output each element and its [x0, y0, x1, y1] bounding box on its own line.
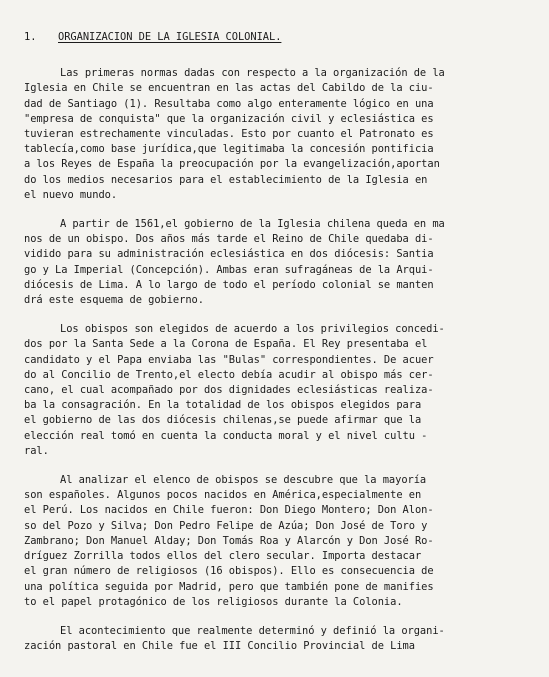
text-line: ba la consagración. En la totalidad de los obispos elegidos para [24, 399, 422, 412]
text-line: dríguez Zorrilla todos ellos del clero secular. Importa destacar [24, 550, 422, 563]
text-line: go y La Imperial (Concepción). Ambas eran sufragáneas de la Arqui- [24, 263, 434, 276]
text-line: una política seguida por Madrid, pero que también pone de manifies [24, 580, 434, 593]
text-line: dos por la Santa Sede a la Corona de España. El Rey presentaba el [24, 338, 428, 351]
section-heading [24, 30, 531, 45]
text-line: diócesis de Lima. A lo largo de todo el período colonial se manten [24, 278, 434, 291]
text-line: vidido para su administración eclesiástica en dos diócesis: Santia [24, 248, 434, 261]
text-line: el gobierno de las dos diócesis chilenas,se puede afirmar que la [24, 414, 422, 427]
text-line: nos de un obispo. Dos años más tarde el Reino de Chile quedaba di- [24, 233, 434, 246]
paragraph-1 [24, 66, 531, 203]
text-line: el nuevo mundo. [24, 188, 118, 201]
text-line: ral. [24, 444, 49, 457]
text-line: zación pastoral en Chile fue el III Concilio Provincial de Lima [24, 640, 415, 653]
text-line: elección real tomó en cuenta la conducta moral y el nivel cultu - [24, 429, 428, 442]
text-line: A partir de 1561,el gobierno de la Iglesia chilena queda en ma [60, 218, 445, 231]
paragraph-5 [24, 624, 531, 654]
text-line: Zambrano; Don Manuel Alday; Don Tomás Roa y Alarcón y Don José Ro- [24, 534, 434, 547]
paragraph-2 [24, 217, 531, 308]
text-line: el gran número de religiosos (16 obispos). Ello es consecuencia de [24, 565, 434, 578]
section-number: 1. [24, 31, 37, 43]
text-line: do los medios necesarios para el establecimiento de la Iglesia en [24, 173, 428, 186]
text-line: tablecía,como base jurídica,que legitimaba la concesión pontificia [24, 143, 434, 156]
text-line: cano, el cual acompañado por dos dignidades eclesiásticas realiza- [24, 384, 434, 397]
text-line: Al analizar el elenco de obispos se descubre que la mayoría [60, 474, 427, 487]
text-line: Las primeras normas dadas con respecto a la organización de la [60, 67, 445, 80]
text-line: Los obispos son elegidos de acuerdo a los privilegios concedi- [60, 323, 445, 336]
text-line: "empresa de conquista" que la organización civil y eclesiástica es [24, 112, 434, 125]
text-line: tuvieran estrechamente vinculadas. Esto por cuanto el Patronato es [24, 128, 434, 141]
text-line: drá este esquema de gobierno. [24, 294, 204, 307]
text-line: dad de Santiago (1). Resultaba como algo enteramente lógico en una [24, 97, 434, 110]
paragraph-3 [24, 322, 531, 459]
text-line: son españoles. Algunos pocos nacidos en América,especialmente en [24, 489, 422, 502]
text-line: el Perú. Los nacidos en Chile fueron: Don Diego Montero; Don Alon- [24, 504, 434, 517]
text-line: candidato y el Papa enviaba las "Bulas" correspondientes. De acuer [24, 353, 434, 366]
text-line: do al Concilio de Trento,el electo debía acudir al obispo más cer- [24, 368, 434, 381]
text-line: Iglesia en Chile se encuentran en las actas del Cabildo de la ciu- [24, 82, 434, 95]
section-title: ORGANIZACION DE LA IGLESIA COLONIAL. [58, 31, 282, 43]
paragraph-4 [24, 473, 531, 610]
text-line: El acontecimiento que realmente determinó y definió la organi- [60, 624, 445, 637]
text-line: so del Pozo y Silva; Don Pedro Felipe de Azúa; Don José de Toro y [24, 519, 428, 532]
text-line: a los Reyes de España la preocupación por la evangelización,aportan [24, 158, 440, 171]
text-line: to el papel protagónico de los religiosos durante la Colonia. [24, 595, 403, 608]
